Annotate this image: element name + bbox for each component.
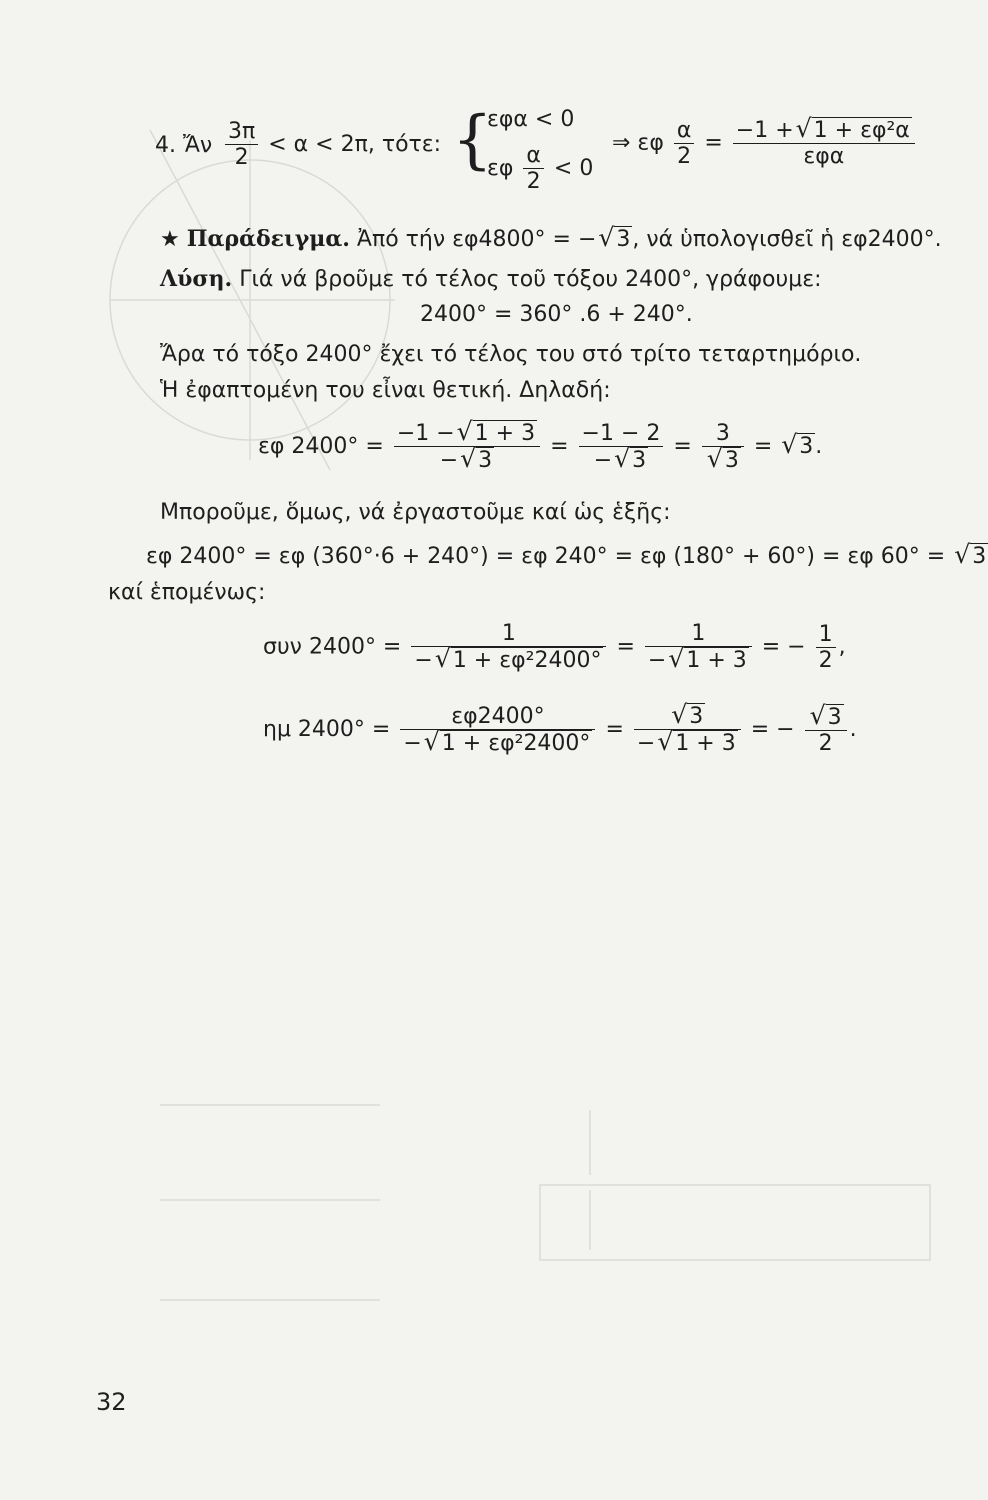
tan-equation: [258, 420, 822, 474]
fraction: [634, 703, 741, 757]
denominator-prefix: −: [593, 447, 613, 473]
fraction-denominator: [400, 730, 595, 756]
fraction-numerator: 1: [501, 621, 516, 646]
sin-lhs: ημ 2400° =: [263, 716, 391, 742]
example-title: Παράδειγμα.: [186, 226, 350, 252]
cos-equation: [263, 621, 846, 674]
radicand: 3: [632, 447, 647, 473]
equals-sign: =: [704, 130, 723, 156]
fraction-denominator: 2: [526, 169, 541, 195]
equation-2400: 2400° = 360° .6 + 240°.: [420, 302, 693, 327]
radicand: 1 + 3: [686, 648, 747, 674]
sqrt: [810, 704, 844, 730]
sqrt: [614, 447, 648, 473]
equals-sign: =: [550, 433, 569, 459]
sqrt: [954, 543, 988, 569]
radicand: 3: [689, 704, 704, 729]
solution-text: Γιά νά βροῦμε τό τέλος τοῦ τόξου 2400°, γράφουμε:: [239, 267, 822, 292]
alt-line: Μποροῦμε, ὅμως, νά ἐργαστοῦμε καί ὡς ἑξῆς:: [160, 500, 671, 525]
radicand: 3: [972, 544, 987, 569]
fraction: [702, 421, 744, 474]
sqrt: [435, 647, 604, 673]
solution-label: Λύση.: [160, 266, 233, 292]
fraction-numerator: [805, 704, 847, 730]
radicand: 1 + 3: [474, 421, 536, 446]
cos-lhs: συν 2400° =: [263, 634, 402, 660]
radicand: 1 + εφ²2400°: [441, 730, 591, 756]
denominator-prefix: −: [414, 648, 433, 674]
star-icon: ★: [160, 227, 180, 252]
fraction: [394, 420, 540, 474]
radicand: 3: [616, 227, 631, 252]
system-line-1: εφα < 0: [487, 107, 575, 132]
radicand: 3: [799, 433, 814, 459]
fraction-denominator: 2: [677, 143, 692, 169]
left-brace: {: [452, 103, 493, 177]
example-line: [160, 226, 942, 252]
radicand: 3: [827, 704, 842, 730]
sqrt: [707, 447, 741, 473]
denominator-prefix: −: [439, 448, 459, 474]
fraction-numerator: 3π: [228, 119, 256, 144]
fraction-denominator: [411, 647, 606, 673]
fraction-denominator: 2: [818, 730, 833, 756]
denominator-prefix: −: [636, 731, 656, 757]
fraction-numerator: [666, 703, 708, 729]
page-number: 32: [96, 1388, 127, 1416]
sqrt: [671, 703, 705, 729]
fraction: [674, 118, 695, 170]
example-text: Ἀπό τήν εφ4800° = −: [356, 227, 597, 252]
sqrt: [598, 226, 632, 252]
denominator-prefix: −: [647, 648, 667, 674]
solution-line: [160, 266, 822, 292]
sqrt: [457, 420, 537, 446]
fraction: [733, 117, 915, 170]
fraction-denominator: [591, 447, 651, 473]
fraction-numerator: 1: [818, 621, 833, 647]
condition-text: < α < 2π, τότε:: [268, 131, 442, 157]
fraction-numerator: 3: [715, 420, 730, 446]
equals-sign: =: [753, 433, 773, 459]
fraction-numerator: [733, 117, 915, 143]
fraction-numerator: εφ2400°: [451, 703, 545, 729]
sin-equation: [263, 703, 857, 757]
item4-result: [612, 117, 918, 170]
fraction: [579, 421, 664, 474]
implies-text: ⇒ εφ: [612, 130, 664, 156]
fraction-denominator: [702, 447, 744, 473]
alt-equation: [146, 543, 988, 569]
equals-sign: =: [605, 716, 624, 742]
equals-sign: =: [616, 634, 635, 660]
period: .: [849, 716, 857, 742]
equals-sign: =: [673, 433, 692, 459]
fraction: [645, 621, 752, 674]
fraction-denominator: εφα: [803, 144, 845, 170]
fraction-denominator: [634, 730, 741, 756]
fraction-numerator: α: [526, 143, 541, 168]
inequality: < 0: [553, 155, 594, 181]
alt-equation-text: εφ 2400° = εφ (360°·6 + 240°) = εφ 240° = εφ (180° + 60°) = εφ 60° =: [146, 544, 946, 569]
fraction-numerator: α: [676, 117, 692, 143]
positive-line: Ἡ ἐφαπτομένη του εἶναι θετική. Δηλαδή:: [160, 378, 611, 403]
sqrt: [424, 730, 593, 756]
tan-lhs: εφ 2400° =: [258, 433, 384, 459]
period: .: [815, 433, 823, 459]
fraction: [411, 621, 606, 674]
radicand: 3: [724, 447, 739, 473]
radicand: 1 + εφ²α: [813, 118, 910, 143]
example-text-end: , νά ὑπολογισθεῖ ἡ εφ2400°.: [632, 227, 942, 252]
radicand: 1 + 3: [675, 731, 736, 757]
equals-sign: = −: [750, 716, 795, 742]
radicand: 3: [478, 448, 493, 474]
denominator-prefix: −: [403, 730, 422, 756]
numerator-prefix: −1 +: [735, 118, 794, 143]
numerator-prefix: −1 −: [396, 421, 455, 446]
fraction-numerator: −1 − 2: [581, 420, 661, 446]
equals-sign: = −: [761, 634, 806, 660]
fraction-denominator: [437, 447, 497, 473]
tan-prefix: εφ: [487, 155, 514, 181]
fraction: [805, 704, 847, 757]
sqrt: [460, 447, 494, 473]
sqrt: [781, 433, 815, 459]
fraction: [225, 119, 258, 171]
fraction-denominator: 2: [234, 145, 249, 171]
item4-label: 4. Ἄν: [155, 133, 213, 158]
fraction-numerator: 1: [691, 621, 706, 646]
radicand: 1 + εφ²2400°: [452, 648, 602, 674]
fraction: [816, 622, 836, 674]
fraction: [523, 143, 544, 195]
comma: ,: [838, 634, 846, 660]
fraction-numerator: [394, 420, 540, 446]
quadrant-line: Ἄρα τό τόξο 2400° ἔχει τό τέλος του στό τρίτο τεταρτημόριο.: [160, 342, 862, 367]
system-line-2: [487, 143, 593, 195]
consequently-line: καί ἑπομένως:: [108, 580, 266, 605]
sqrt: [796, 117, 912, 143]
sqrt: [657, 730, 737, 756]
sqrt: [668, 647, 748, 673]
fraction-denominator: [645, 647, 752, 673]
item4-condition: [222, 119, 441, 171]
fraction: [400, 704, 595, 757]
fraction-denominator: 2: [818, 647, 833, 673]
